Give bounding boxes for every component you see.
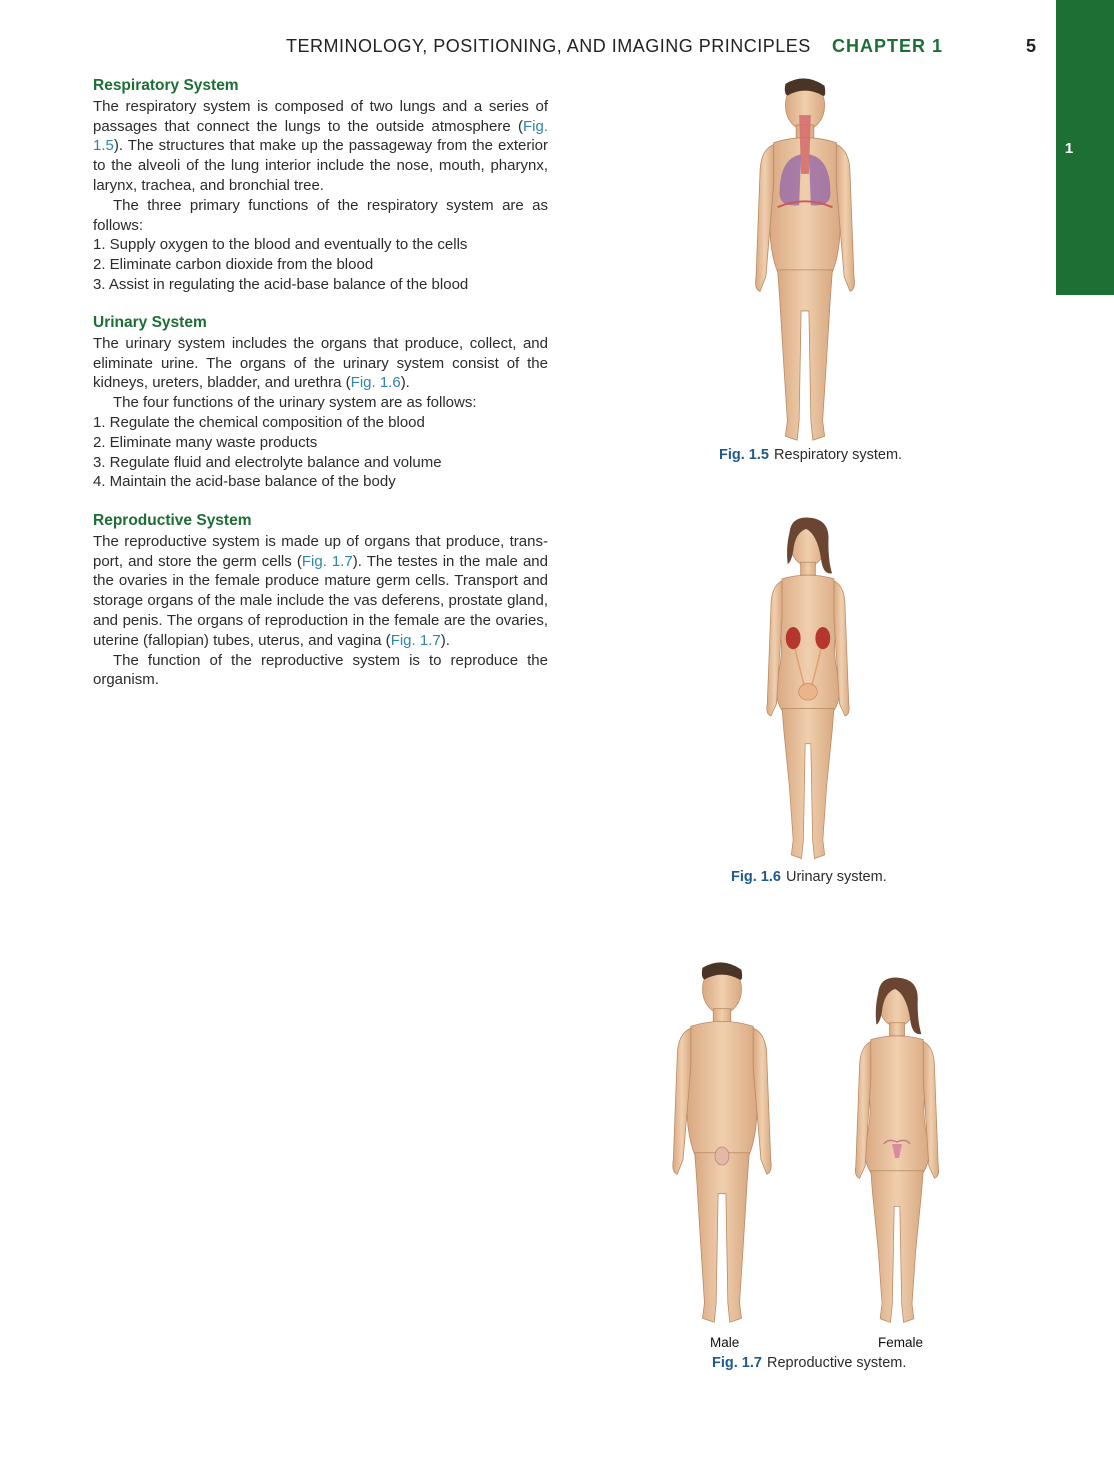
fig-1-7-label-male: Male <box>710 1335 740 1350</box>
urinary-p1-text-a: The urinary system includes the organs that produce, collect, and eliminate urine. The organs of the urinary system consist of the kidneys, ureters, bladder, and urethra ( <box>93 334 548 392</box>
urinary-heading: Urinary System <box>93 314 207 331</box>
urinary-section <box>93 313 548 492</box>
figure-number: Fig. 1.6 <box>731 869 781 885</box>
list-item: 2. Eliminate carbon dioxide from the blood <box>93 256 374 274</box>
running-head-chapter: CHAPTER 1 <box>832 36 944 56</box>
urinary-paragraph-2: The four functions of the urinary system are as follows: <box>113 394 477 412</box>
respiratory-heading: Respiratory System <box>93 77 239 94</box>
airway-illustration <box>799 115 811 174</box>
fig-1-7-link[interactable]: Fig. 1.7 <box>390 631 441 649</box>
running-head-title: TERMINOLOGY, POSITIONING, AND IMAGING PRINCIPLES <box>286 36 811 56</box>
list-item: 1. Supply oxygen to the blood and eventually to the cells <box>93 236 468 254</box>
left-kidney-illustration <box>815 627 830 649</box>
reproductive-p1-text-b: ). The testes in the male and the ovaries in the female produce mature germ cells. Transport and storage organs of the male include the vas deferens, prostate gland, and penis. The organs of reproduction in the female are the ovaries, uterine (fallopian) tubes, uterus, and vagina ( <box>93 552 548 649</box>
urinary-figure <box>749 514 867 866</box>
list-item: 3. Assist in regulating the acid-base balance of the blood <box>93 275 469 293</box>
reproductive-paragraph-2: The function of the reproductive system is to reproduce the organism. <box>93 651 548 689</box>
male-reproductive-organs-illustration <box>715 1147 729 1165</box>
fig-1-6-caption <box>731 869 887 885</box>
chapter-side-tab-label: 1 <box>1064 140 1074 157</box>
reproductive-paragraph-1 <box>93 532 548 651</box>
urinary-paragraph-1 <box>93 334 548 393</box>
reproductive-heading: Reproductive System <box>93 512 252 529</box>
reproductive-p1-text-c: ). <box>440 631 450 649</box>
figure-number: Fig. 1.7 <box>712 1355 762 1371</box>
respiratory-section <box>93 76 548 295</box>
page-number: 5 <box>1026 36 1037 56</box>
reproductive-section <box>93 511 548 690</box>
chapter-side-tab <box>1056 0 1114 295</box>
urinary-p1-text-b: ). <box>400 374 410 392</box>
respiratory-p1-text-a: The respiratory system is composed of two lungs and a series of passages that connect the lungs to the outside atmosphere ( <box>93 97 548 135</box>
right-kidney-illustration <box>786 627 801 649</box>
fig-1-6-link[interactable]: Fig. 1.6 <box>350 374 401 392</box>
respiratory-paragraph-2: The three primary functions of the respiratory system are as follows: <box>93 196 548 234</box>
respiratory-figure <box>745 76 865 448</box>
figure-caption-text: Respiratory system. <box>773 447 903 463</box>
figure-number: Fig. 1.5 <box>719 447 769 463</box>
figure-caption-text: Urinary system. <box>785 869 887 885</box>
reproductive-p1-text-a: The reproductive system is made up of organs that produce, trans-port, and store the germ cells ( <box>93 532 548 570</box>
urinary-function-list <box>93 413 548 492</box>
figure-caption-text: Reproductive system. <box>766 1355 907 1371</box>
running-head <box>286 36 1037 60</box>
male-body-illustration <box>673 962 771 1322</box>
fig-1-7-label-female: Female <box>878 1335 924 1350</box>
list-item: 1. Regulate the chemical composition of the blood <box>93 413 425 431</box>
fig-1-5-link[interactable]: Fig. 1.5 <box>93 117 548 155</box>
fig-1-5-caption <box>719 447 902 463</box>
list-item: 3. Regulate fluid and electrolyte balance and volume <box>93 453 442 471</box>
bladder-illustration <box>799 684 818 701</box>
respiratory-function-list <box>93 235 548 294</box>
reproductive-figure <box>662 960 962 1330</box>
respiratory-p1-text-b: ). The structures that make up the passageway from the exterior to the alveoli of the lung interior include the nose, mouth, pharynx, larynx, trachea, and bronchial tree. <box>93 137 548 194</box>
fig-1-7-link[interactable]: Fig. 1.7 <box>301 552 353 570</box>
list-item: 4. Maintain the acid-base balance of the body <box>93 473 396 491</box>
respiratory-paragraph-1 <box>93 97 548 196</box>
fig-1-7-caption <box>712 1355 906 1371</box>
list-item: 2. Eliminate many waste products <box>93 433 318 451</box>
